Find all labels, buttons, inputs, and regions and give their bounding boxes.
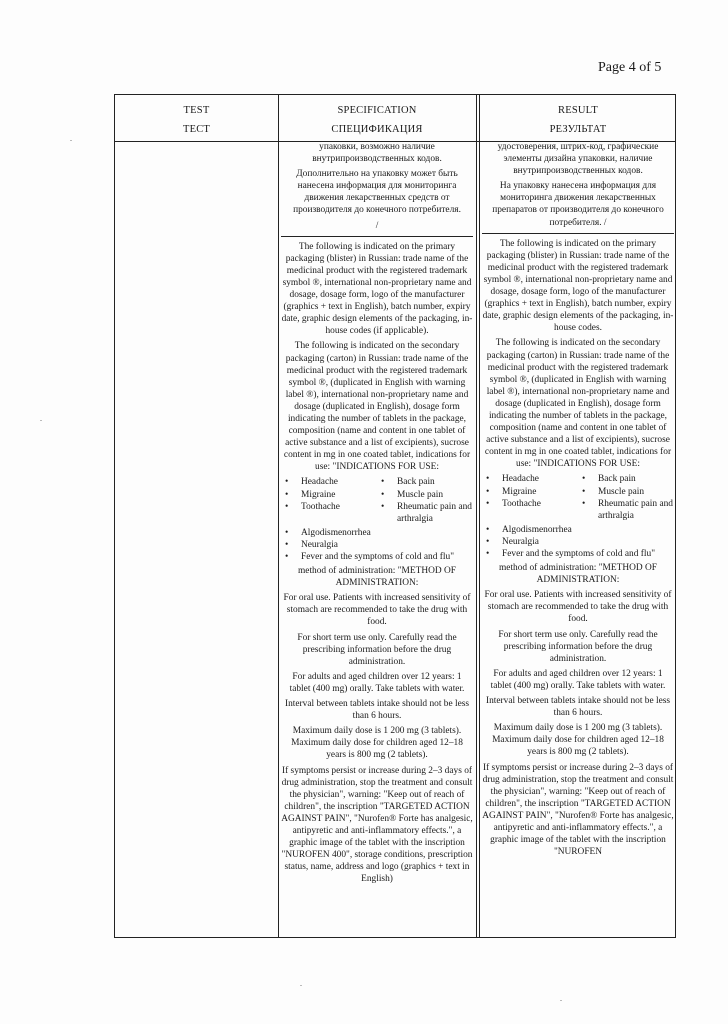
scan-speck xyxy=(40,420,42,421)
spec-paragraph: Interval between tablets intake should not be less than 6 hours. xyxy=(284,699,470,722)
column-divider-spec xyxy=(476,95,477,937)
row-separator xyxy=(482,233,674,234)
list-item: • Toothache xyxy=(482,498,578,522)
spec-paragraph: For adults and aged children over 12 years: 1 tablet (400 mg) orally. Take tablets with water. xyxy=(289,671,465,694)
list-item: • Rheumatic pain and arthralgia xyxy=(377,501,473,525)
spec-paragraph: Maximum daily dose is 1 200 mg (3 tablets). Maximum daily dose for children aged 12–18 years is 800 mg (2 tablets). xyxy=(291,726,463,761)
list-item: • Toothache xyxy=(281,501,377,525)
result-cell xyxy=(480,141,676,937)
spec-paragraph-tail: / xyxy=(375,220,379,231)
scan-speck xyxy=(300,985,302,986)
result-indications-list xyxy=(482,473,674,521)
header-test xyxy=(115,101,278,139)
scan-speck xyxy=(560,1000,562,1001)
spec-paragraph: Дополнительно на упаковку может быть нанесена информация для мониторинга движения лекарственных средств от производителя до конечного потребителя. xyxy=(293,169,461,216)
spec-paragraph: The following is indicated on the secondary packaging (carton) in Russian: trade name of the medicinal product with the registered trademark symbol ®, (duplicated in English with warning label ®), international non-proprietary name and dosage (duplicated in English), dosage form indicating the number of tablets in the package, composition (name and content in one tablet of active substance and a list of excipients), sucrose content in mg in one coated tablet, indications for use: "INDICATIONS FOR USE: xyxy=(283,341,471,473)
document-table xyxy=(114,94,676,938)
list-item: • Neuralgia xyxy=(482,536,674,548)
list-item: • Fever and the symptoms of cold and flu" xyxy=(482,548,674,560)
result-paragraph: удостоверения, штрих-код, графические элементы дизайна упаковки, наличие внутрипроизводственных кодов. xyxy=(497,142,659,177)
row-separator xyxy=(281,236,473,237)
result-paragraph: For oral use. Patients with increased sensitivity of stomach are recommended to take the drug with food. xyxy=(484,590,672,625)
header-spec-ru: СПЕЦИФИКАЦИЯ xyxy=(331,124,423,135)
spec-paragraph: For oral use. Patients with increased sensitivity of stomach are recommended to take the drug with food. xyxy=(283,593,471,628)
list-item: • Muscle pain xyxy=(578,486,674,498)
result-paragraph: Interval between tablets intake should not be less than 6 hours. xyxy=(485,696,671,719)
spec-paragraph: упаковки, возможно наличие внутрипроизводственных кодов. xyxy=(312,142,442,165)
header-result-ru: РЕЗУЛЬТАТ xyxy=(549,124,607,135)
list-item: • Rheumatic pain and arthralgia xyxy=(578,498,674,522)
spec-paragraph: method of administration: "METHOD OF ADMINISTRATION: xyxy=(298,566,456,589)
list-item: • Algodismenorrhea xyxy=(482,524,674,536)
list-item: • Neuralgia xyxy=(281,539,473,551)
header-test-ru: ТЕСТ xyxy=(182,124,211,135)
list-item: • Migraine xyxy=(482,486,578,498)
result-paragraph: The following is indicated on the secondary packaging (carton) in Russian: trade name of the medicinal product with the registered trademark symbol ®, (duplicated in English with warning label ®), international non-proprietary name and dosage (duplicated in English), dosage form indicating the number of tablets in the package, composition (name and content in one tablet of active substance and a list of excipients), sucrose content in mg in one coated tablet, indications for use: "INDICATIONS FOR USE: xyxy=(484,338,672,470)
result-paragraph: If symptoms persist or increase during 2–3 days of drug administration, stop the treatment and consult the physician", warning: "Keep out of reach of children", the inscription "TARGETED ACTION AGAINST PAIN", "Nurofen® Forte has analgesic, antipyretic and anti-inflammatory effects.", a graphic image of the tablet with the inscription "NUROFEN xyxy=(482,762,674,858)
list-item: • Back pain xyxy=(377,476,473,488)
header-result-en: RESULT xyxy=(558,105,598,116)
table-header-row xyxy=(115,95,675,142)
list-item: • Muscle pain xyxy=(377,489,473,501)
spec-cell xyxy=(279,141,475,937)
header-result xyxy=(479,101,677,139)
result-paragraph: Maximum daily dose is 1 200 mg (3 tablets). Maximum daily dose for children aged 12–18 years is 800 mg (2 tablets). xyxy=(492,723,664,758)
list-item: • Headache xyxy=(281,476,377,488)
page-number: Page 4 of 5 xyxy=(598,60,662,75)
spec-paragraph: The following is indicated on the primary packaging (blister) in Russian: trade name of the medicinal product with the registered trademark symbol ®, international non-proprietary name and dosage, dosage form, logo of the manufacturer (graphics + text in English), batch number, expiry date, graphic design elements of the packaging, in-house codes (if applicable). xyxy=(281,241,473,337)
result-paragraph: For short term use only. Carefully read the prescribing information before the drug administration. xyxy=(498,629,658,664)
spec-indications-list-extra xyxy=(281,527,473,563)
header-test-en: TEST xyxy=(183,105,210,116)
list-item: • Back pain xyxy=(578,473,674,485)
result-paragraph: The following is indicated on the primary packaging (blister) in Russian: trade name of the medicinal product with the registered trademark symbol ®, international non-proprietary name and dosage, dosage form, logo of the manufacturer (graphics + text in English), batch number, expiry date, graphic design elements of the packaging, in-house codes. xyxy=(482,238,674,334)
header-spec-en: SPECIFICATION xyxy=(337,105,417,116)
spec-paragraph: If symptoms persist or increase during 2–3 days of drug administration, stop the treatment and consult the physician", warning: "Keep out of reach of children", the inscription "TARGETED ACTION AGAINST PAIN", "Nurofen® Forte has analgesic, antipyretic and anti-inflammatory effects.", a graphic image of the tablet with the inscription "NUROFEN 400", storage conditions, prescription status, name, address and logo (graphics + text in English) xyxy=(281,765,473,885)
list-item: • Fever and the symptoms of cold and flu" xyxy=(281,551,473,563)
result-paragraph: method of administration: "METHOD OF ADMINISTRATION: xyxy=(499,563,657,586)
spec-indications-list xyxy=(281,476,473,524)
result-paragraph: For adults and aged children over 12 years: 1 tablet (400 mg) orally. Take tablets with water. xyxy=(490,668,666,691)
list-item: • Headache xyxy=(482,473,578,485)
header-specification xyxy=(278,101,476,139)
spec-paragraph: For short term use only. Carefully read the prescribing information before the drug administration. xyxy=(297,632,457,667)
list-item: • Migraine xyxy=(281,489,377,501)
result-paragraph: На упаковку нанесена информация для мониторинга движения лекарственных препаратов от производителя до конечного потребителя. / xyxy=(492,181,664,228)
result-indications-list-extra xyxy=(482,524,674,560)
list-item: • Algodismenorrhea xyxy=(281,527,473,539)
scan-speck xyxy=(70,140,72,141)
